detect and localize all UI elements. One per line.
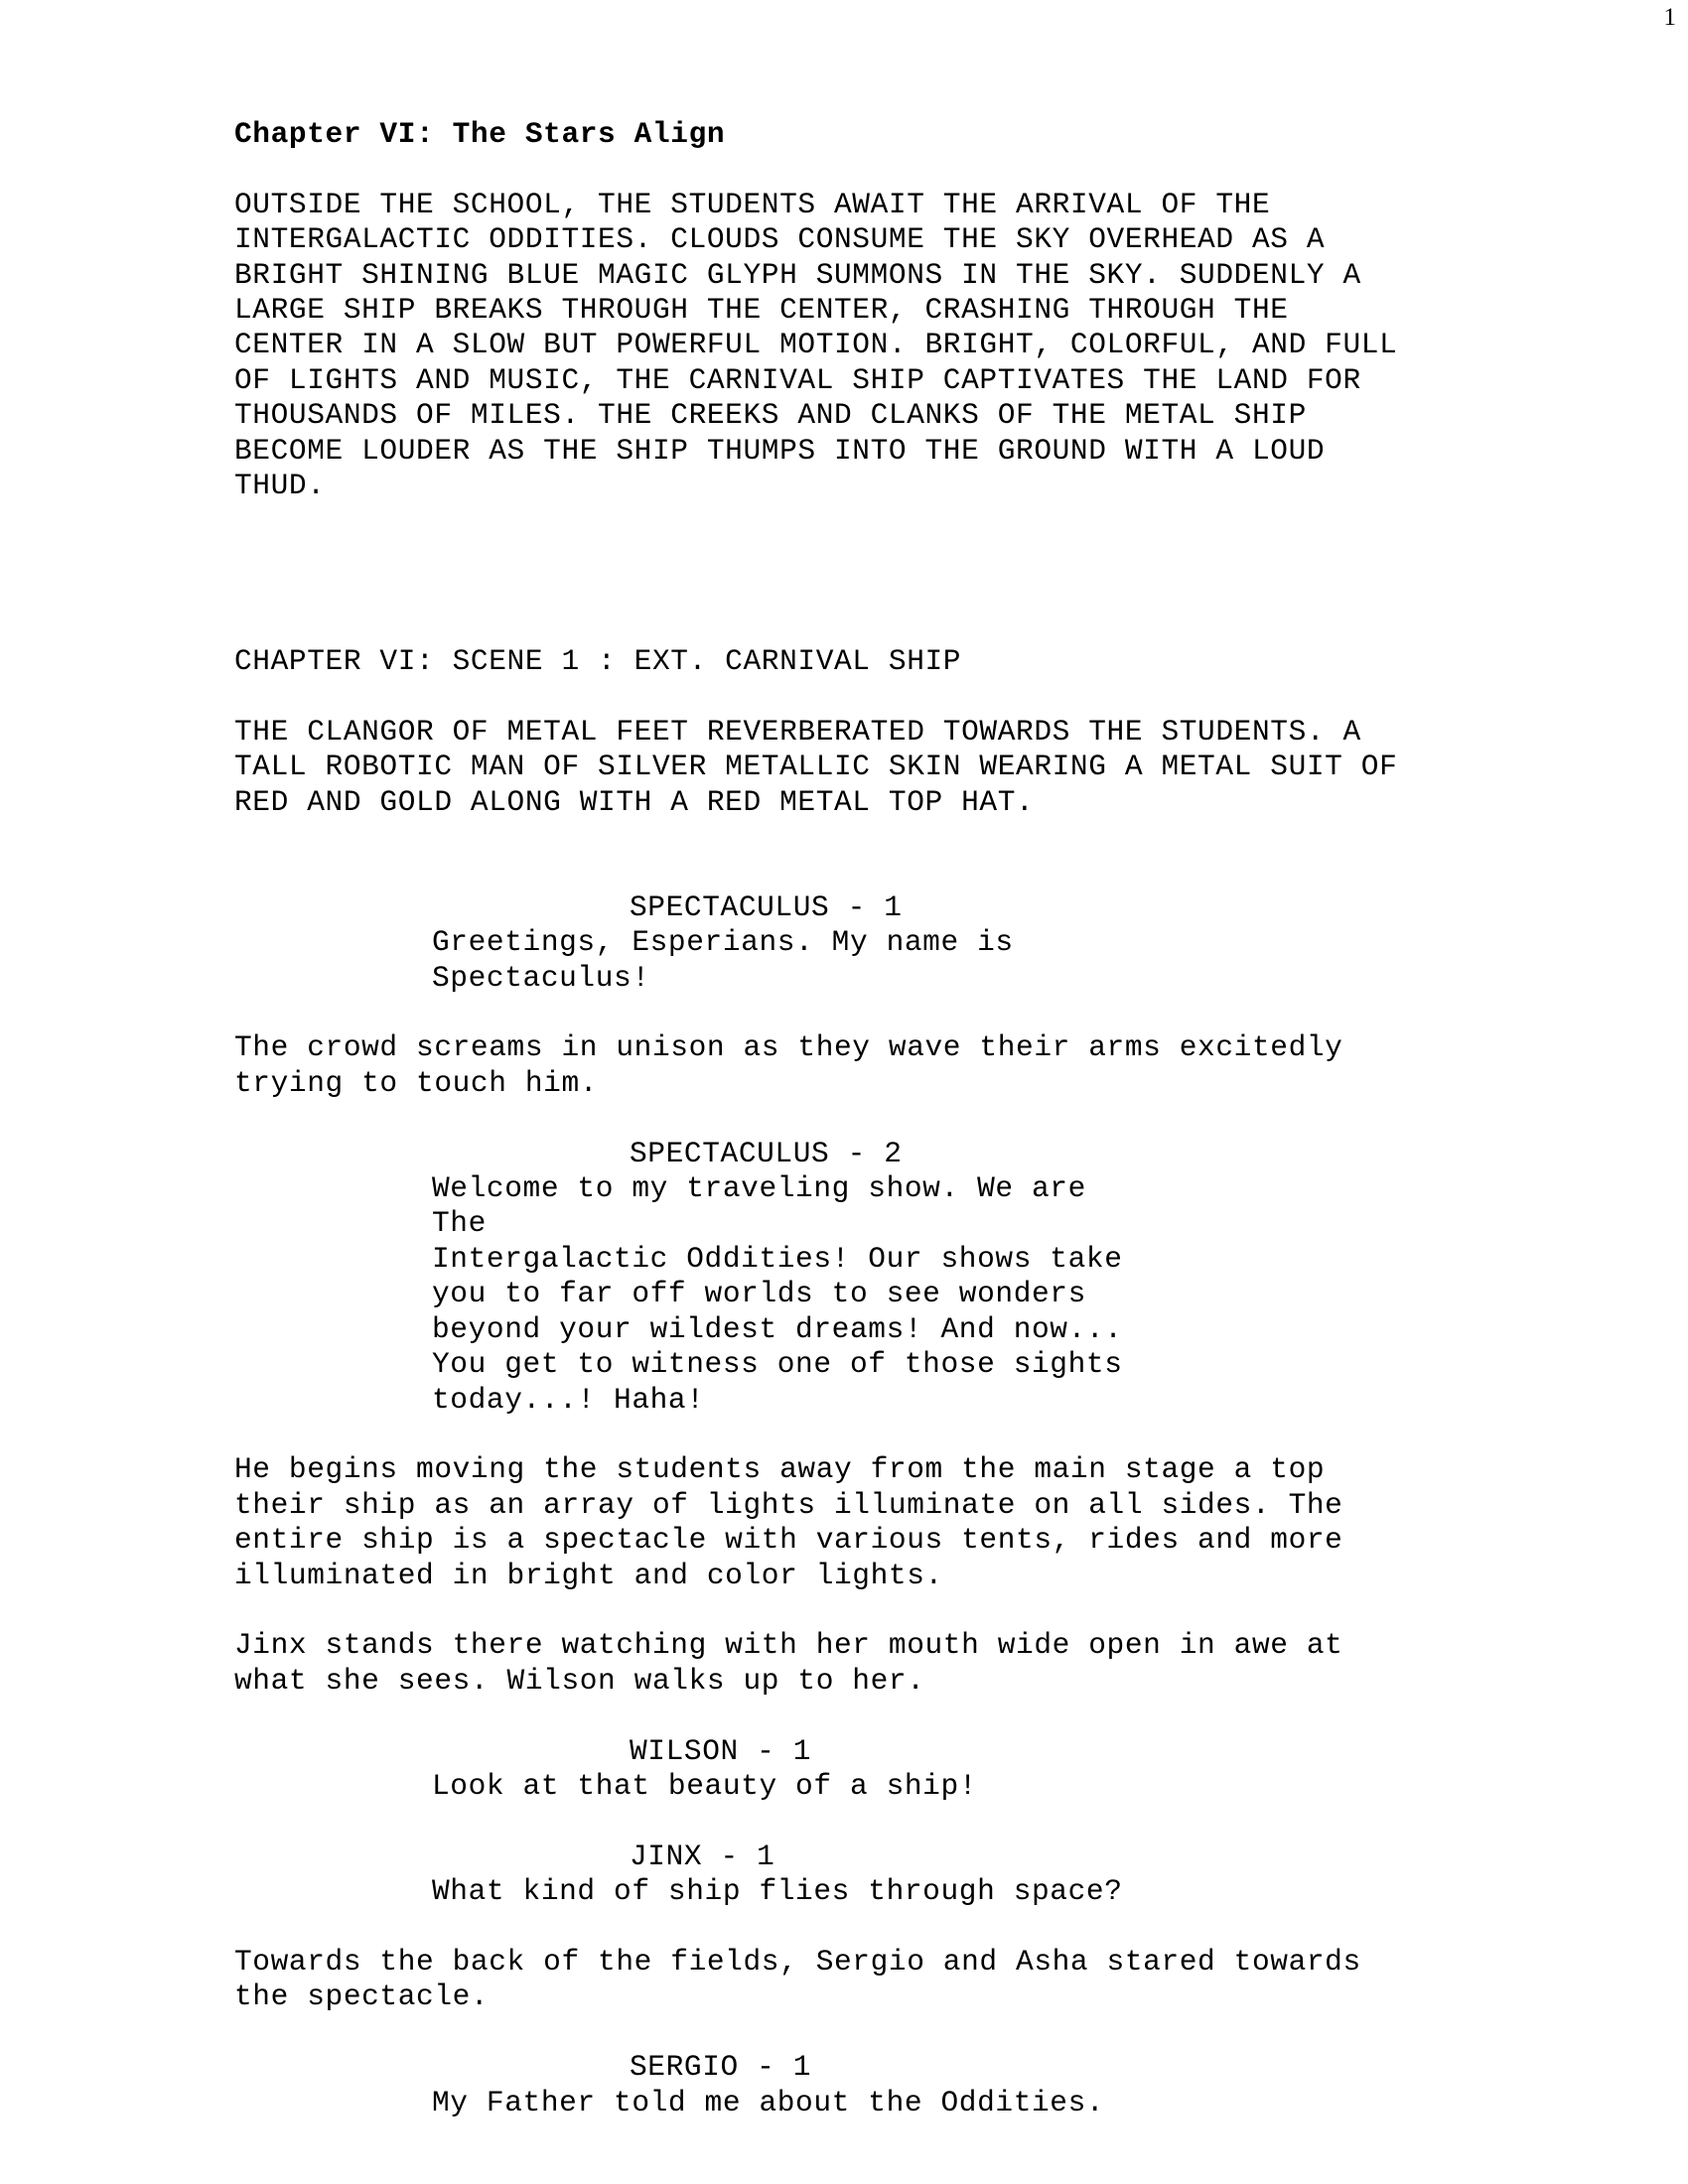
action-paragraph: The crowd screams in unison as they wave their arms excitedly trying to touch him. xyxy=(234,1030,1343,1100)
dialogue: Greetings, Esperians. My name is Spectaculus! xyxy=(432,925,1014,995)
dialogue: Welcome to my traveling show. We are The Intergalactic Oddities! Our shows take you to far off worlds to see wonders beyond your wildest dreams! And now... You get to witness one of those sights today...! Haha! xyxy=(432,1171,1123,1417)
action-paragraph: Towards the back of the fields, Sergio and Asha stared towards the spectacle. xyxy=(234,1944,1361,2014)
page-number: 1 xyxy=(1663,4,1676,31)
character-name: SPECTACULUS - 1 xyxy=(630,889,903,924)
intro-action: OUTSIDE THE SCHOOL, THE STUDENTS AWAIT THE ARRIVAL OF THE INTERGALACTIC ODDITIES. CLOUDS CONSUME THE SKY OVERHEAD AS A BRIGHT SHINING BLUE MAGIC GLYPH SUMMONS IN THE SKY. SUDDENLY A LARGE SHIP BREAKS THROUGH THE CENTER, CRASHING THROUGH THE CENTER IN A SLOW BUT POWERFUL MOTION. BRIGHT, COLORFUL, AND FULL OF LIGHTS AND MUSIC, THE CARNIVAL SHIP CAPTIVATES THE LAND FOR THOUSANDS OF MILES. THE CREEKS AND CLANKS OF THE METAL SHIP BECOME LOUDER AS THE SHIP THUMPS INTO THE GROUND WITH A LOUD THUD. xyxy=(234,187,1398,503)
chapter-title: Chapter VI: The Stars Align xyxy=(234,117,726,151)
scene-heading: CHAPTER VI: SCENE 1 : EXT. CARNIVAL SHIP xyxy=(234,644,962,679)
action-paragraph: He begins moving the students away from the main stage a top their ship as an array of lights illuminate on all sides. The entire ship is a spectacle with various tents, rides and more illuminated in bright and color lights. xyxy=(234,1452,1343,1592)
dialogue: Look at that beauty of a ship! xyxy=(432,1768,978,1803)
character-name: SERGIO - 1 xyxy=(630,2050,812,2085)
character-name: SPECTACULUS - 2 xyxy=(630,1136,903,1170)
character-name: JINX - 1 xyxy=(630,1839,775,1873)
script-page xyxy=(234,117,1525,2120)
action-paragraph: THE CLANGOR OF METAL FEET REVERBERATED TOWARDS THE STUDENTS. A TALL ROBOTIC MAN OF SILVER METALLIC SKIN WEARING A METAL SUIT OF RED AND GOLD ALONG WITH A RED METAL TOP HAT. xyxy=(234,714,1398,819)
action-paragraph: Jinx stands there watching with her mouth wide open in awe at what she sees. Wilson walks up to her. xyxy=(234,1628,1343,1698)
character-name: WILSON - 1 xyxy=(630,1733,812,1768)
dialogue: What kind of ship flies through space? xyxy=(432,1874,1123,1909)
dialogue: My Father told me about the Oddities. xyxy=(432,2085,1105,2119)
